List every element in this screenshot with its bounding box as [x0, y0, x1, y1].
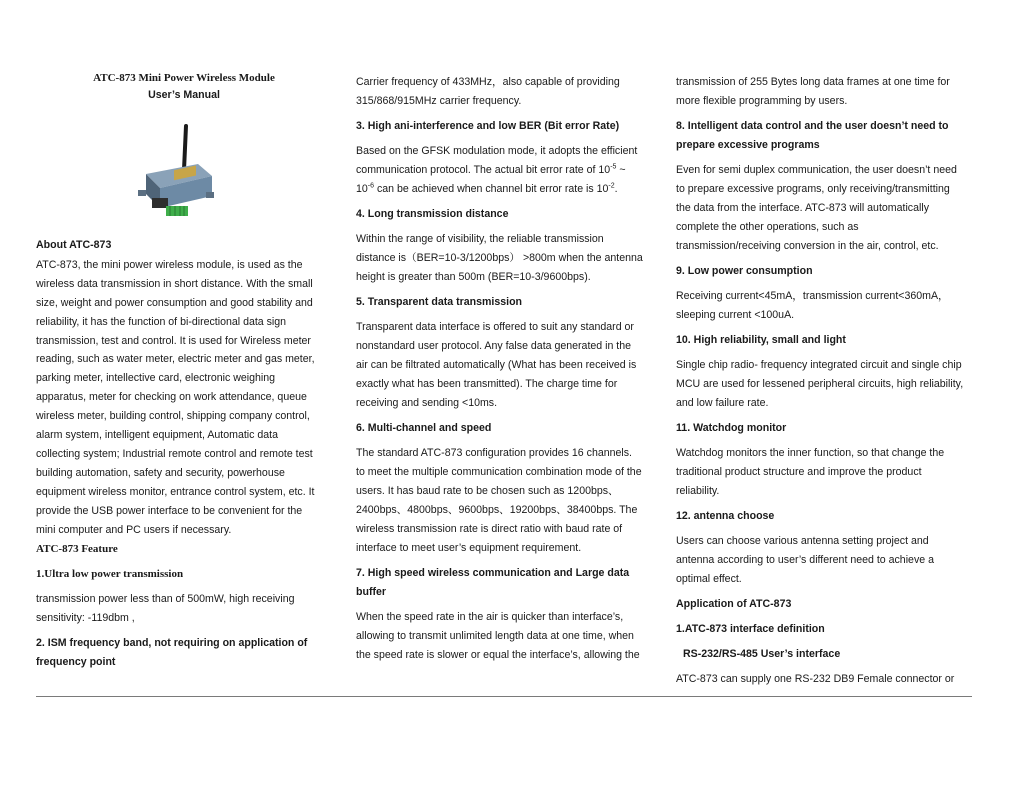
- about-line: building automation, safety and security, powerhouse: [36, 467, 285, 479]
- section-11-heading: 11. Watchdog monitor: [676, 422, 787, 434]
- section-7-line: When the speed rate in the air is quicker than interface’s,: [356, 611, 624, 623]
- section-11-line: Watchdog monitors the inner function, so that change the: [676, 447, 945, 459]
- feature-2-heading: frequency point: [36, 656, 116, 668]
- about-line: size, weight and power consumption and good stability and: [36, 297, 313, 309]
- wireless-module-image: [128, 118, 218, 222]
- section-8-heading: prepare excessive programs: [676, 139, 820, 151]
- interface-subheading: RS-232/RS-485 User’s interface: [683, 648, 841, 660]
- about-line: reliability, it has the function of bi-directional data sign: [36, 316, 287, 328]
- section-6-line: to meet the multiple communication combination mode of the: [356, 466, 642, 478]
- section-4-line: height is greater than 500m (BER=10-3/9600bps).: [356, 271, 591, 283]
- section-9-heading: 9. Low power consumption: [676, 265, 813, 277]
- feature-1-line: transmission power less than of 500mW, high receiving: [36, 593, 295, 605]
- application-heading: Application of ATC-873: [676, 598, 792, 610]
- section-10-line: and low failure rate.: [676, 397, 769, 409]
- section-5-line: air can be filtrated automatically (What has been received is: [356, 359, 637, 371]
- about-line: apparatus, meter for checking on work attendance, queue: [36, 391, 307, 403]
- section-7-heading: 7. High speed wireless communication and Large data: [356, 567, 630, 579]
- section-12-line: Users can choose various antenna setting project and: [676, 535, 929, 547]
- section-9-line: Receiving current<45mA，transmission current<360mA，: [676, 290, 949, 302]
- section-8-line: transmission/receiving conversion in the air, control, etc.: [676, 240, 939, 252]
- section-10-line: Single chip radio- frequency integrated circuit and single chip: [676, 359, 962, 371]
- about-line: provide the USB power interface to be convenient for the: [36, 505, 303, 517]
- section-5-line: Transparent data interface is offered to suit any standard or: [356, 321, 634, 333]
- section-5-line: nonstandard user protocol. Any false data generated in the: [356, 340, 632, 352]
- continued-line: more flexible programming by users.: [676, 95, 848, 107]
- about-line: transmission, test and control. It is used for Wireless meter: [36, 335, 311, 347]
- section-6-heading: 6. Multi-channel and speed: [356, 422, 492, 434]
- about-line: parking meter, intellective card, electronic weighing: [36, 372, 276, 384]
- section-8-heading: 8. Intelligent data control and the user doesn’t need to: [676, 120, 949, 132]
- document-title: ATC-873 Mini Power Wireless Module: [93, 72, 275, 84]
- about-line: wireless data transmission in short distance. With the small: [36, 278, 313, 290]
- section-10-heading: 10. High reliability, small and light: [676, 334, 846, 346]
- about-line: mini computer and PC users if necessary.: [36, 524, 232, 536]
- section-5-heading: 5. Transparent data transmission: [356, 296, 523, 308]
- carrier-line: 315/868/915MHz carrier frequency.: [356, 95, 522, 107]
- feature-heading: ATC-873 Feature: [36, 543, 118, 555]
- section-8-line: to prepare excessive programs, only receiving/transmitting: [676, 183, 950, 195]
- section-12-heading: 12. antenna choose: [676, 510, 775, 522]
- about-line: collecting system; Industrial remote control and remote test: [36, 448, 313, 460]
- interface-definition-heading: 1.ATC-873 interface definition: [676, 623, 825, 635]
- document-subtitle: User’s Manual: [148, 89, 220, 101]
- page-divider: [36, 696, 972, 697]
- section-12-line: antenna according to user’s different need to achieve a: [676, 554, 934, 566]
- section-5-line: exactly what has been transmitted). The charge time for: [356, 378, 618, 390]
- section-3-line: communication protocol. The actual bit error rate of $10^{-5}$ ~: [356, 163, 626, 176]
- about-line: equipment wireless monitor, entrance control system, etc. It: [36, 486, 315, 498]
- section-7-heading: buffer: [356, 586, 387, 598]
- feature-1-line: sensitivity: -119dbm ,: [36, 612, 135, 624]
- feature-1-heading: 1.Ultra low power transmission: [36, 568, 184, 580]
- section-6-line: wireless transmission rate is direct ratio with baud rate of: [356, 523, 623, 535]
- section-3-line: $10^{-6}$ can be achieved when channel bit error rate is $10^{-2}$.: [356, 182, 618, 195]
- section-4-line: distance is（BER=10-3/1200bps） >800m when the antenna: [356, 252, 643, 264]
- section-6-line: The standard ATC-873 configuration provides 16 channels.: [356, 447, 632, 459]
- about-line: reading, such as water meter, electric meter and gas meter,: [36, 353, 315, 365]
- section-10-line: MCU are used for lessened peripheral circuits, high reliability,: [676, 378, 964, 390]
- about-line: wireless meter, building control, shipping company control,: [36, 410, 310, 422]
- about-heading: About ATC-873: [36, 239, 112, 251]
- section-5-line: receiving and sending <10ms.: [356, 397, 498, 409]
- section-3-line: Based on the GFSK modulation mode, it adopts the efficient: [356, 145, 638, 157]
- section-12-line: optimal effect.: [676, 573, 742, 585]
- section-6-line: interface to meet user’s equipment requirement.: [356, 542, 582, 554]
- section-4-heading: 4. Long transmission distance: [356, 208, 509, 220]
- section-8-line: Even for semi duplex communication, the user doesn’t need: [676, 164, 957, 176]
- section-8-line: complete the other operations, such as: [676, 221, 859, 233]
- section-11-line: traditional product structure and improve the product: [676, 466, 922, 478]
- continued-line: transmission of 255 Bytes long data frames at one time for: [676, 76, 950, 88]
- about-line: alarm system, intelligent equipment, Automatic data: [36, 429, 279, 441]
- interface-line: ATC-873 can supply one RS-232 DB9 Female connector or: [676, 673, 955, 685]
- section-11-line: reliability.: [676, 485, 720, 497]
- section-3-heading: 3. High ani-interference and low BER (Bit error Rate): [356, 120, 620, 132]
- section-7-line: the speed rate is slower or equal the interface’s, allowing the: [356, 649, 640, 661]
- section-4-line: Within the range of visibility, the reliable transmission: [356, 233, 604, 245]
- section-6-line: users. It has baud rate to be chosen such as 1200bps、: [356, 485, 619, 497]
- feature-2-heading: 2. ISM frequency band, not requiring on application of: [36, 637, 308, 649]
- about-line: ATC-873, the mini power wireless module, is used as the: [36, 259, 303, 271]
- section-8-line: the data from the interface. ATC-873 will automatically: [676, 202, 929, 214]
- section-9-line: sleeping current <100uA.: [676, 309, 795, 321]
- carrier-line: Carrier frequency of 433MHz，also capable of providing: [356, 76, 620, 88]
- section-6-line: 2400bps、4800bps、9600bps、19200bps、38400bps. The: [356, 504, 638, 516]
- section-7-line: allowing to transmit unlimited length data at one time, when: [356, 630, 634, 642]
